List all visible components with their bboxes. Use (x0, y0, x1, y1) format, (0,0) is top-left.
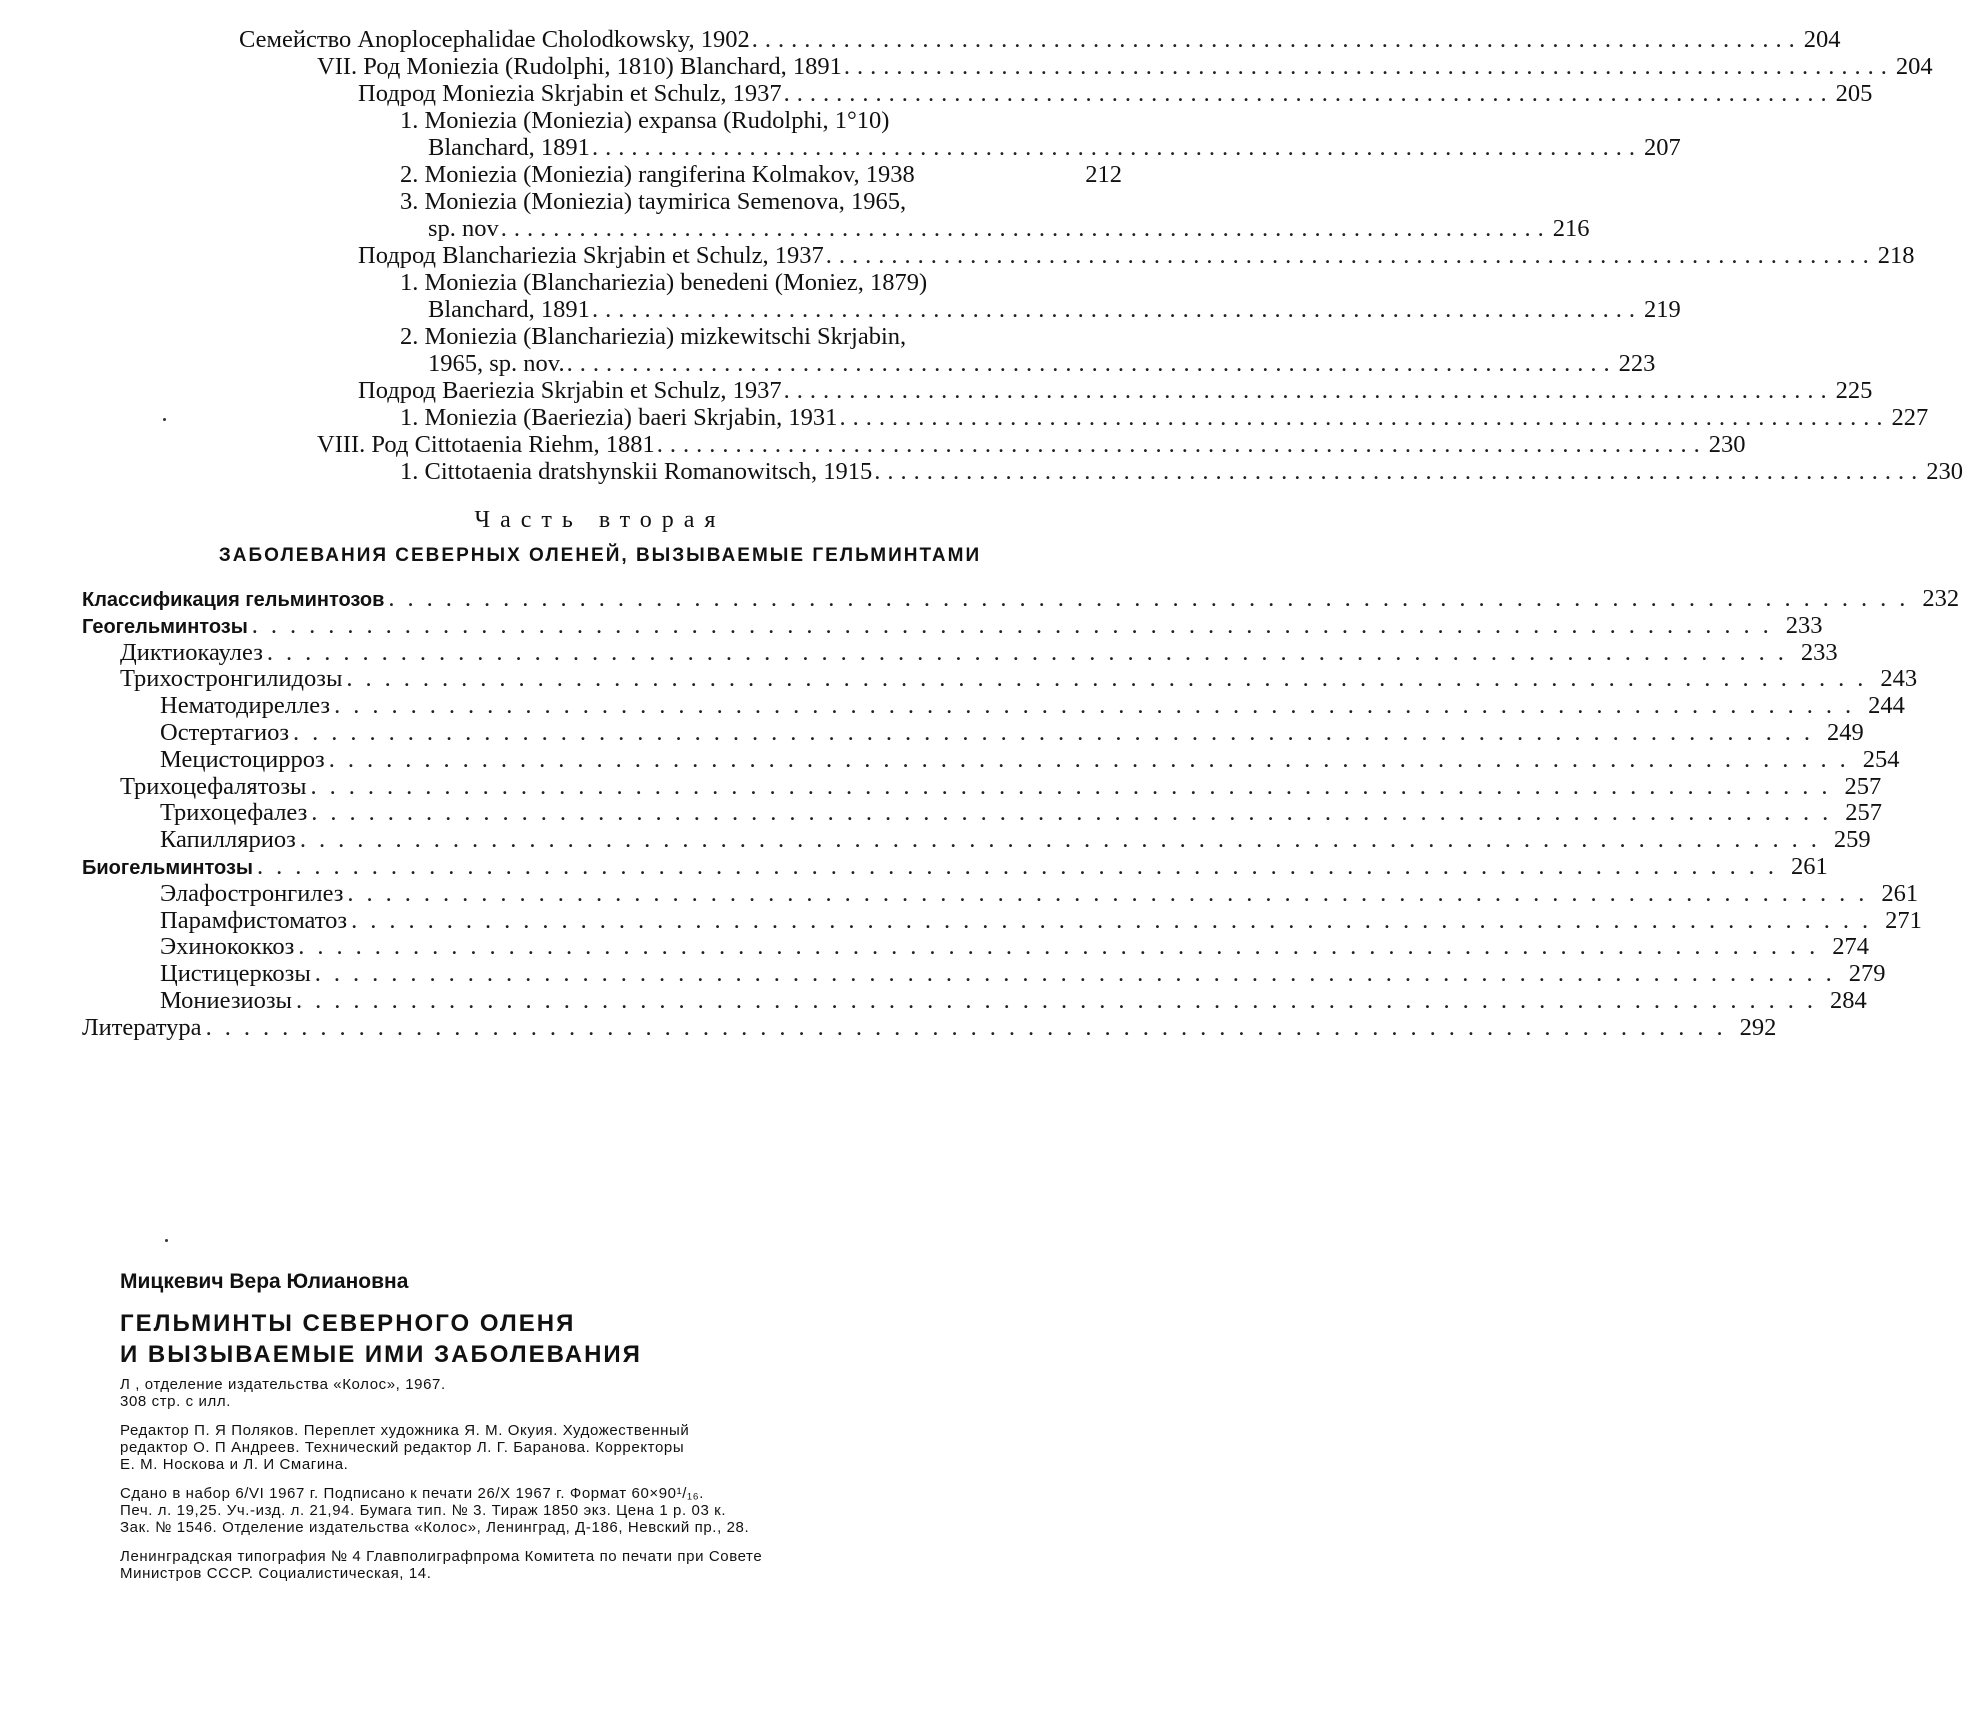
toc-entry (82, 585, 1960, 613)
toc-entry-title: Диктиокаулез (120, 638, 263, 666)
toc-entry (82, 852, 1828, 881)
toc-entry (82, 404, 1929, 431)
toc-entry-title: Подрод Moniezia Skrjabin et Schulz, 1937 (358, 80, 782, 107)
dot-leader: ................................................................................ (874, 458, 1925, 485)
toc-entry-page: 244 (1868, 692, 1905, 720)
print-info (120, 1485, 1080, 1536)
toc-entry-title: 1965, sp. nov. (428, 350, 565, 377)
toc-entry (82, 134, 1681, 161)
toc-entry-page: 212 (1085, 161, 1122, 188)
toc-entry (82, 745, 1900, 774)
toc-entry (82, 80, 1873, 107)
toc-entry-page: 233 (1800, 638, 1838, 666)
toc-entry (82, 692, 1905, 720)
toc-entry-title: 2. Moniezia (Moniezia) rangiferina Kolmakov, 1938 (400, 161, 915, 188)
print-speck (163, 418, 166, 421)
toc-entry-page: 257 (1845, 799, 1883, 827)
toc-entry (82, 665, 1918, 693)
toc-entry (82, 431, 1746, 458)
dot-leader: ................................................................................ (311, 799, 1842, 827)
toc-entry-page: 232 (1922, 585, 1960, 612)
toc-entry-title: Парамфистоматоз (160, 906, 348, 934)
part-title: Часть вторая (474, 507, 726, 533)
toc-entry (82, 638, 1838, 667)
toc-entry-page: 261 (1791, 852, 1828, 880)
toc-entry (82, 53, 1933, 80)
toc-entry (82, 986, 1867, 1015)
toc-entry (82, 458, 1963, 485)
press-line: Ленинградская типография № 4 Главполиграфпрома Комитета по печати при Совете (120, 1548, 763, 1565)
toc-entry-page: 259 (1833, 826, 1871, 854)
toc-entry (82, 799, 1883, 827)
toc-entry-page: 204 (1803, 26, 1841, 53)
toc-entry-page: 218 (1877, 242, 1915, 269)
dot-leader: ................................................................................ (205, 1013, 1736, 1041)
book-title-line: И ВЫЗЫВАЕМЫЕ ИМИ ЗАБОЛЕВАНИЯ (120, 1341, 642, 1368)
dot-leader: ................................................................................ (328, 745, 1859, 773)
toc-entry-page: 227 (1891, 404, 1929, 431)
toc-entry-title: Нематодиреллез (160, 692, 331, 720)
toc-entry-title: Остертагиоз (160, 718, 290, 746)
toc-entry-page: 284 (1830, 986, 1867, 1014)
toc-entry-title: 3. Moniezia (Moniezia) taymirica Semenova, 1965, (400, 188, 907, 215)
toc-entry (82, 611, 1823, 640)
dot-leader: ................................................................................ (351, 906, 1882, 934)
toc-entry (82, 879, 1919, 908)
toc-entry (82, 242, 1915, 269)
dot-leader: ................................................................................ (347, 879, 1878, 907)
dot-leader: ................................................................................ (388, 585, 1919, 612)
dot-leader: ................................................................................ (293, 718, 1824, 746)
toc-entry-title: Классификация гельминтозов (82, 589, 385, 611)
toc-entry (82, 215, 1590, 242)
toc-entry-title: 1. Moniezia (Blanchariezia) benedeni (Moniez, 1879) (400, 269, 928, 296)
toc-entry (82, 188, 1122, 215)
toc-entry (82, 350, 1656, 377)
dot-leader: ................................................................................ (296, 986, 1826, 1014)
toc-entry-page: 257 (1844, 772, 1882, 800)
dot-leader: ................................................................................ (566, 350, 1617, 377)
toc-entry-page: 274 (1832, 933, 1870, 961)
dot-leader: ................................................................................ (310, 772, 1841, 800)
toc-entry-title: Трихоцефалез (160, 799, 308, 827)
toc-entry-page: 207 (1643, 134, 1681, 161)
toc-entry (82, 107, 1122, 134)
toc-entry-title: 1. Moniezia (Baeriezia) baeri Skrjabin, 1931 (400, 404, 838, 431)
printing-house-info (120, 1548, 1080, 1582)
toc-entry-title: Мониезиозы (160, 986, 292, 1014)
toc-entry-page: 271 (1885, 906, 1922, 934)
toc-entry-page: 261 (1881, 879, 1919, 907)
toc-entry (82, 377, 1873, 404)
dot-leader: ................................................................................ (783, 377, 1834, 404)
toc-entry-page: 230 (1708, 431, 1746, 458)
toc-entry-title: Эхинококкоз (160, 933, 295, 961)
dot-leader: ................................................................................ (298, 933, 1829, 961)
dot-leader: ................................................................................ (839, 404, 1890, 431)
toc-entry (82, 826, 1871, 854)
dot-leader: ................................................................................ (751, 26, 1802, 53)
dot-leader: ................................................................................ (783, 80, 1834, 107)
toc-entry-title: sp. nov (428, 215, 499, 242)
table-of-contents-part-one (82, 26, 1963, 485)
toc-entry (82, 718, 1864, 747)
editors-line: редактор О. П Андреев. Технический редактор Л. Г. Баранова. Корректоры (120, 1439, 685, 1456)
toc-entry-title: Подрод Baeriezia Skrjabin et Schulz, 1937 (358, 377, 782, 404)
toc-entry (82, 296, 1681, 323)
publication-line: 308 стр. с илл. (120, 1393, 231, 1410)
toc-entry-title: Элафостронгилез (160, 879, 344, 907)
part-heading: ЗАБОЛЕВАНИЯ СЕВЕРНЫХ ОЛЕНЕЙ, ВЫЗЫВАЕМЫЕ ГЕЛЬМИНТАМИ (218, 545, 982, 566)
print-speck (165, 1239, 168, 1242)
toc-entry (82, 933, 1870, 961)
print-line: Сдано в набор 6/VI 1967 г. Подписано к печати 26/X 1967 г. Формат 60×90¹/₁₆. (120, 1485, 705, 1502)
dot-leader: ................................................................................ (591, 134, 1642, 161)
toc-entry-title: VII. Род Moniezia (Rudolphi, 1810) Blanchard, 1891 (317, 53, 842, 80)
dot-leader: ................................................................................ (656, 431, 1707, 458)
toc-entry-page: 219 (1643, 296, 1681, 323)
toc-entry-page: 254 (1862, 745, 1900, 773)
dot-leader: ................................................................................ (257, 852, 1788, 880)
editors-line: Редактор П. Я Поляков. Переплет художника Я. М. Окуия. Художественный (120, 1422, 690, 1439)
toc-entry-title: Blanchard, 1891 (428, 296, 590, 323)
toc-entry-page: 249 (1827, 718, 1864, 746)
toc-entry-page: 230 (1926, 458, 1963, 485)
toc-entry-page: 204 (1895, 53, 1933, 80)
book-title (120, 1308, 1080, 1370)
toc-entry (82, 161, 1122, 188)
book-title-line: ГЕЛЬМИНТЫ СЕВЕРНОГО ОЛЕНЯ (120, 1310, 576, 1337)
editors-line: Е. М. Носкова и Л. И Смагина. (120, 1456, 349, 1473)
print-line: Зак. № 1546. Отделение издательства «Колос», Ленинград, Д-186, Невский пр., 28. (120, 1519, 750, 1536)
toc-entry-title: Трихоцефалятозы (120, 772, 307, 800)
dot-leader: ................................................................................ (843, 53, 1894, 80)
print-line: Печ. л. 19,25. Уч.-изд. л. 21,94. Бумага тип. № 3. Тираж 1850 экз. Цена 1 р. 03 к. (120, 1502, 727, 1519)
toc-entry-page: 279 (1848, 960, 1886, 988)
dot-leader: ................................................................................ (825, 242, 1876, 269)
editors-info (120, 1422, 1080, 1473)
toc-entry (82, 323, 1122, 350)
toc-entry (82, 26, 1841, 53)
toc-entry (82, 1013, 1777, 1042)
publication-info (120, 1376, 1080, 1410)
dot-leader: ................................................................................ (299, 826, 1830, 854)
toc-entry-title: Литература (82, 1013, 202, 1041)
dot-leader: ................................................................................ (251, 611, 1782, 639)
dot-leader: ................................................................................ (334, 692, 1865, 720)
press-line: Министров СССР. Социалистическая, 14. (120, 1565, 432, 1582)
toc-entry-title: Семейство Anoplocephalidae Cholodkowsky, 1902 (239, 26, 750, 53)
author-name: Мицкевич Вера Юлиановна (120, 1270, 409, 1293)
toc-entry-page: 243 (1880, 665, 1918, 693)
toc-entry (82, 269, 1122, 296)
publication-line: Л , отделение издательства «Колос», 1967. (120, 1376, 446, 1393)
toc-entry (82, 772, 1882, 801)
toc-entry-page: 223 (1618, 350, 1656, 377)
toc-entry-title: Blanchard, 1891 (428, 134, 590, 161)
toc-entry-title: VIII. Род Cittotaenia Riehm, 1881 (317, 431, 655, 458)
toc-entry-page: 292 (1739, 1013, 1777, 1041)
toc-entry-page: 233 (1785, 611, 1823, 639)
toc-entry-title: Биогельминтозы (82, 856, 254, 879)
toc-entry-page: 216 (1552, 215, 1590, 242)
toc-entry-title: 1. Moniezia (Moniezia) expansa (Rudolphi, 1°10) (400, 107, 890, 134)
toc-entry (82, 906, 1922, 935)
dot-leader: ................................................................................ (500, 215, 1551, 242)
toc-entry-title: Трихостронгилидозы (120, 665, 343, 693)
toc-entry (82, 960, 1886, 988)
dot-leader: ................................................................................ (346, 665, 1877, 693)
toc-entry-title: Геогельминтозы (82, 615, 248, 638)
dot-leader: ................................................................................ (266, 638, 1797, 666)
colophon (120, 1270, 1080, 1582)
toc-entry-page: 205 (1835, 80, 1873, 107)
dot-leader: ................................................................................ (314, 960, 1845, 988)
toc-entry-title: Подрод Blanchariezia Skrjabin et Schulz, 1937 (358, 242, 824, 269)
table-of-contents-part-two (82, 585, 1960, 1042)
dot-leader: ................................................................................ (591, 296, 1642, 323)
toc-entry-page: 225 (1835, 377, 1873, 404)
toc-entry-title: 1. Cittotaenia dratshynskii Romanowitsch, 1915 (400, 458, 873, 485)
toc-entry-title: Капилляриоз (160, 826, 296, 854)
toc-entry-title: Мецистоцирроз (160, 745, 325, 773)
toc-entry-title: 2. Moniezia (Blanchariezia) mizkewitschi Skrjabin, (400, 323, 907, 350)
toc-entry-title: Цистицеркозы (160, 960, 311, 988)
